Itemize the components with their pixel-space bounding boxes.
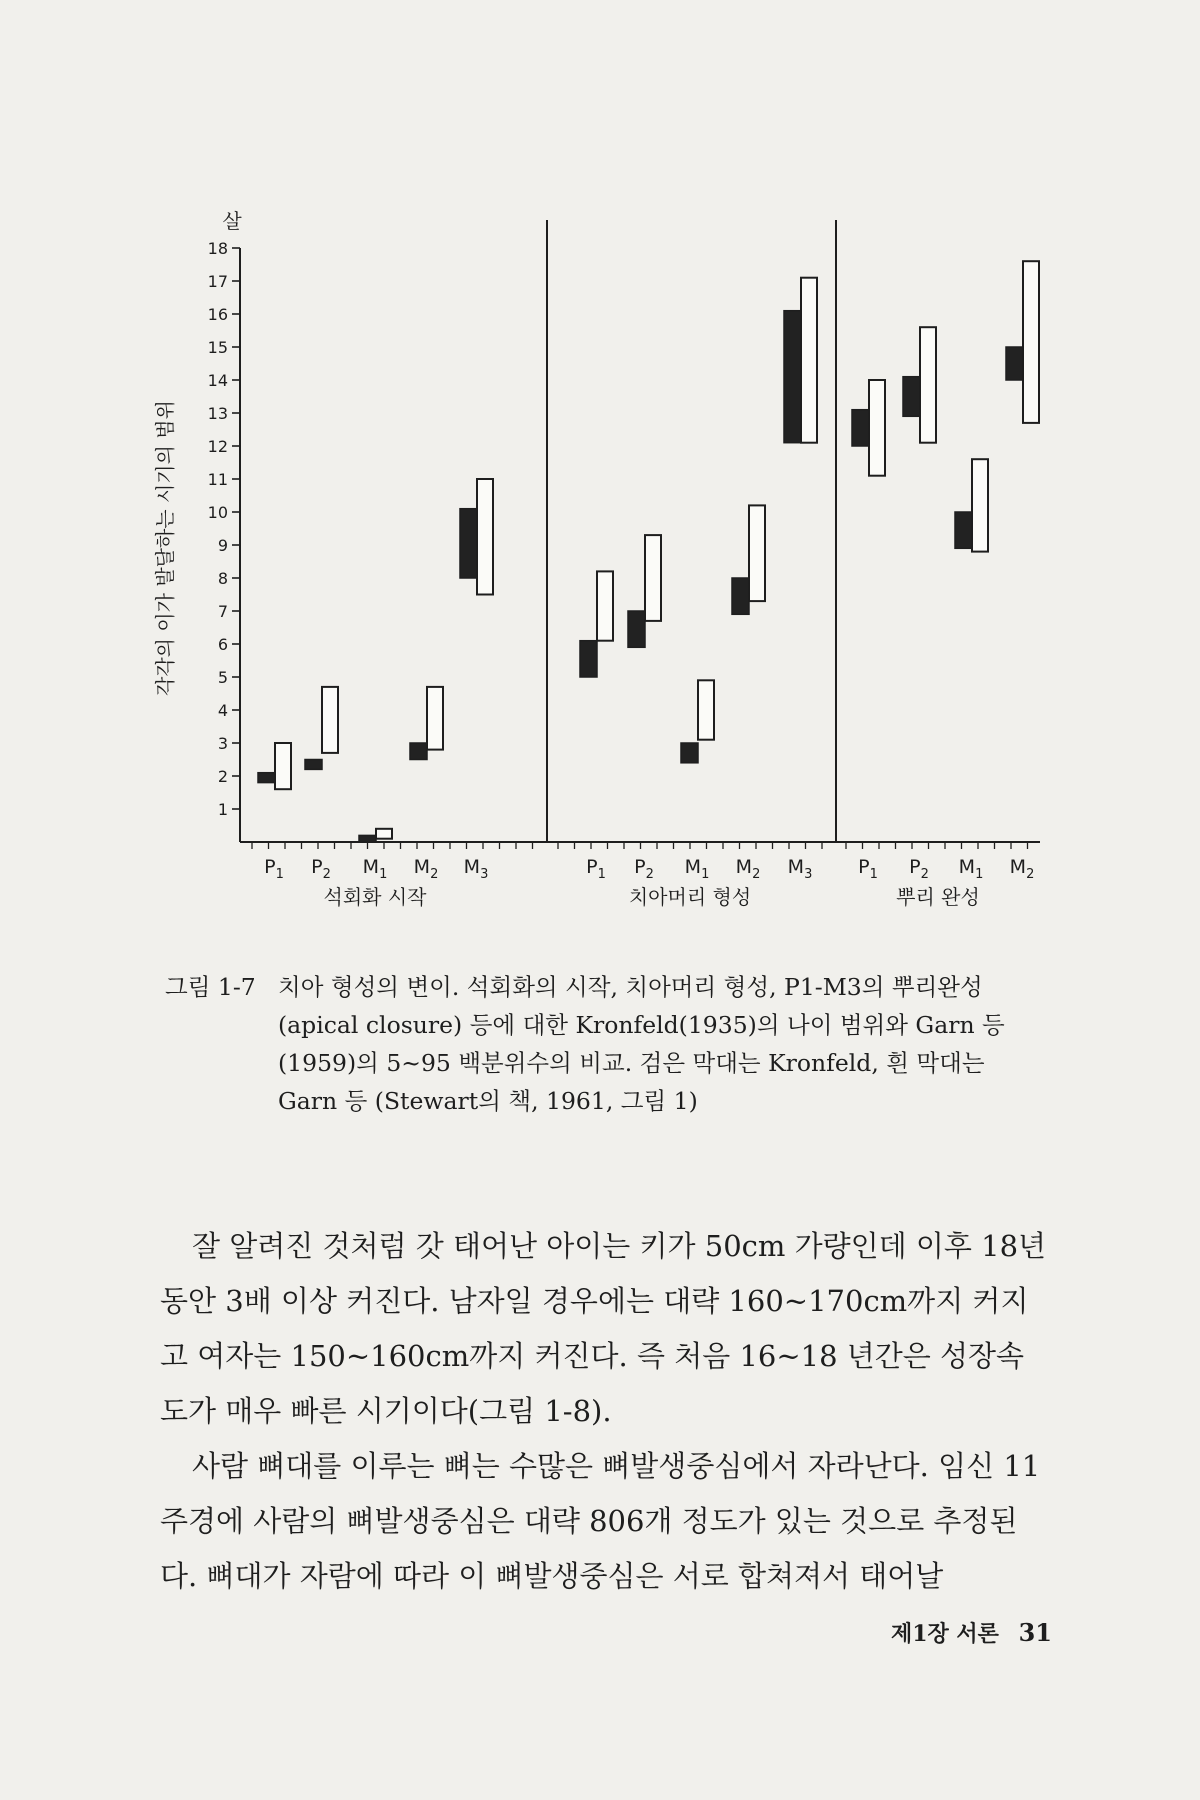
panel-title: 석회화 시작 — [323, 885, 427, 909]
tooth-label: $P_2$ — [634, 856, 654, 882]
kronfeld-bar — [852, 410, 869, 446]
y-tick-label: 12 — [207, 437, 228, 456]
y-tick-label: 11 — [207, 470, 228, 489]
tooth-label-subscript: 1 — [275, 867, 284, 882]
garn-bar — [597, 571, 613, 640]
y-tick-label: 18 — [207, 239, 228, 258]
tooth-label-subscript: 1 — [975, 867, 984, 882]
tooth-label-subscript: 2 — [430, 867, 439, 882]
page-number: 31 — [1018, 1618, 1052, 1647]
garn-bar — [972, 459, 988, 551]
kronfeld-bar — [681, 743, 698, 763]
y-tick-label: 4 — [217, 701, 228, 720]
paragraph-1: 잘 알려진 것처럼 갓 태어난 아이는 키가 50cm 가량인데 이후 18년 동안 3배 이상 커진다. 남자일 경우에는 대략 160~170cm까지 커지고 여자는 150~160cm까지 커진다. 즉 처음 16~18 년간은 성장속도가 매우 빠른 시기이다(그림 1-8). — [160, 1229, 1047, 1428]
tooth-label: $M_1$ — [958, 856, 984, 882]
tooth-label: $P_2$ — [909, 856, 929, 882]
kronfeld-bar — [305, 760, 322, 770]
y-tick-label: 2 — [217, 767, 228, 786]
y-tick-label: 1 — [217, 800, 228, 819]
tooth-label: $M_2$ — [735, 856, 761, 882]
garn-bar — [749, 505, 765, 601]
garn-bar — [801, 278, 817, 443]
tooth-label: $P_1$ — [858, 856, 878, 882]
garn-bar — [1023, 261, 1039, 423]
body-text — [160, 1219, 1052, 1604]
page-footer — [891, 1617, 1052, 1648]
kronfeld-bar — [460, 509, 477, 578]
y-tick-label: 7 — [217, 602, 228, 621]
kronfeld-bar — [1006, 347, 1023, 380]
tooth-label-subscript: 2 — [322, 867, 331, 882]
garn-bar — [698, 680, 714, 739]
tooth-label: $P_2$ — [311, 856, 331, 882]
tooth-label: $M_2$ — [413, 856, 439, 882]
y-tick-label: 16 — [207, 305, 228, 324]
paragraph-2: 사람 뼈대를 이루는 뼈는 수많은 뼈발생중심에서 자라난다. 임신 11주경에 사람의 뼈발생중심은 대략 806개 정도가 있는 것으로 추정된다. 뼈대가 자람에 따라 이 뼈발생중심은 서로 합쳐져서 태어날 — [160, 1449, 1041, 1593]
garn-bar — [920, 327, 936, 443]
garn-bar — [477, 479, 493, 595]
tooth-label: $M_2$ — [1009, 856, 1035, 882]
y-tick-label: 10 — [207, 503, 228, 522]
tooth-label-subscript: 1 — [869, 867, 878, 882]
chapter-title: 제1장 서론 — [890, 1621, 999, 1647]
y-tick-label: 5 — [217, 668, 228, 687]
tooth-label-subscript: 3 — [804, 867, 813, 882]
garn-bar — [322, 687, 338, 753]
garn-bar — [427, 687, 443, 750]
kronfeld-bar — [359, 835, 376, 842]
garn-bar — [376, 829, 392, 839]
kronfeld-bar — [580, 641, 597, 677]
y-unit-label: 살 — [222, 209, 242, 233]
y-tick-label: 8 — [217, 569, 228, 588]
y-tick-label: 15 — [207, 338, 228, 357]
tooth-label-subscript: 2 — [752, 867, 761, 882]
tooth-label-subscript: 1 — [701, 867, 710, 882]
garn-bar — [275, 743, 291, 789]
figure-caption — [165, 968, 1050, 1120]
y-tick-label: 3 — [217, 734, 228, 753]
kronfeld-bar — [955, 512, 972, 548]
tooth-label-subscript: 2 — [1026, 867, 1035, 882]
tooth-label: $P_1$ — [586, 856, 606, 882]
tooth-label: $P_1$ — [264, 856, 284, 882]
tooth-label-subscript: 1 — [379, 867, 388, 882]
y-tick-label: 13 — [207, 404, 228, 423]
y-tick-label: 14 — [207, 371, 228, 390]
tooth-label: $M_3$ — [463, 856, 489, 882]
kronfeld-bar — [258, 773, 275, 783]
kronfeld-bar — [628, 611, 645, 647]
panel-title: 치아머리 형성 — [628, 885, 752, 909]
y-axis-title: 각각의 이가 발달하는 시기의 범위 — [153, 400, 177, 696]
tooth-label-subscript: 2 — [645, 867, 654, 882]
y-tick-label: 6 — [217, 635, 228, 654]
tooth-label-subscript: 3 — [480, 867, 489, 882]
garn-bar — [645, 535, 661, 621]
panel-title: 뿌리 완성 — [896, 885, 980, 909]
kronfeld-bar — [903, 377, 920, 417]
caption-text: 치아 형성의 변이. 석회화의 시작, 치아머리 형성, P1-M3의 뿌리완성 (apical closure) 등에 대한 Kronfeld(1935)의 나이 범위와 Garn 등 (1959)의 5~95 백분위수의 비교. 검은 막대는 Kronfeld, 흰 막대는 Garn 등 (Stewart의 책, 1961, 그림 1) — [278, 973, 1005, 1115]
garn-bar — [869, 380, 885, 476]
kronfeld-bar — [732, 578, 749, 614]
kronfeld-bar — [410, 743, 427, 760]
tooth-label: $M_1$ — [362, 856, 388, 882]
tooth-label: $M_1$ — [684, 856, 710, 882]
caption-label: 그림 1-7 — [165, 973, 256, 1001]
kronfeld-bar — [784, 311, 801, 443]
tooth-label: $M_3$ — [787, 856, 813, 882]
y-tick-label: 9 — [217, 536, 228, 555]
tooth-label-subscript: 2 — [920, 867, 929, 882]
y-tick-label: 17 — [207, 272, 228, 291]
tooth-label-subscript: 1 — [597, 867, 606, 882]
